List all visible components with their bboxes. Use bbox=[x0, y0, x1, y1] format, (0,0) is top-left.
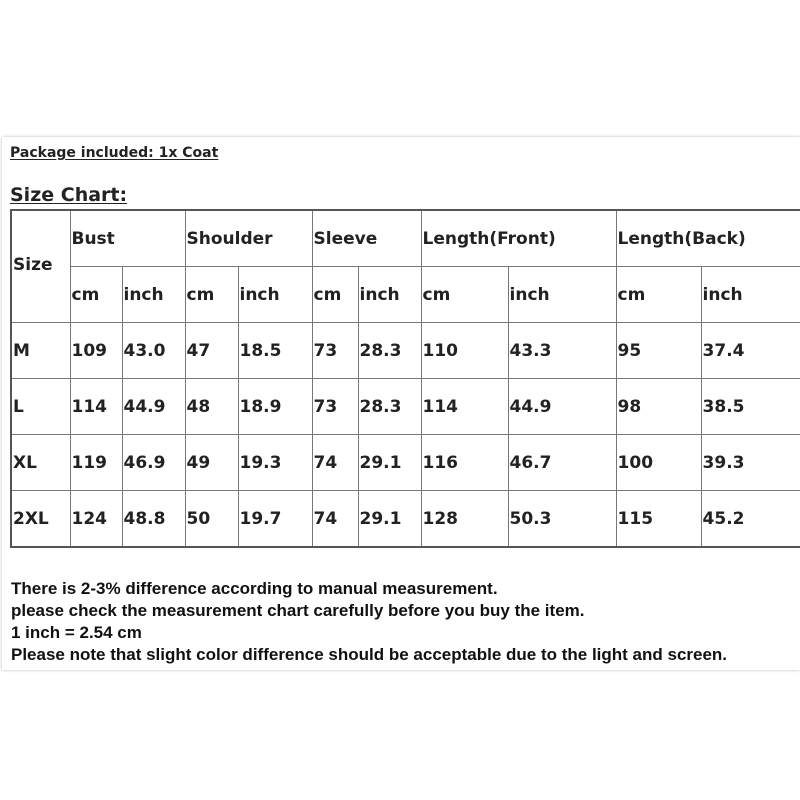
table-cell: 74 bbox=[312, 435, 358, 491]
table-cell: 28.3 bbox=[358, 379, 421, 435]
table-cell: 48 bbox=[185, 379, 238, 435]
table-cell: 18.9 bbox=[238, 379, 312, 435]
size-column-header: Size bbox=[11, 210, 70, 323]
table-cell: 29.1 bbox=[358, 491, 421, 548]
table-cell: 44.9 bbox=[508, 379, 616, 435]
table-cell: 50 bbox=[185, 491, 238, 548]
size-label-cell: 2XL bbox=[11, 491, 70, 548]
size-label-cell: M bbox=[11, 323, 70, 379]
table-cell: 38.5 bbox=[701, 379, 800, 435]
unit-cm-header: cm bbox=[70, 267, 122, 323]
size-label-cell: XL bbox=[11, 435, 70, 491]
size-chart-table bbox=[10, 209, 800, 548]
table-cell: 19.3 bbox=[238, 435, 312, 491]
table-cell: 109 bbox=[70, 323, 122, 379]
package-included-text: Package included: 1x Coat bbox=[10, 145, 219, 161]
table-cell: 45.2 bbox=[701, 491, 800, 548]
table-cell: 37.4 bbox=[701, 323, 800, 379]
table-cell: 114 bbox=[70, 379, 122, 435]
unit-cm-header: cm bbox=[185, 267, 238, 323]
size-chart-panel bbox=[2, 137, 800, 670]
length-back-header: Length(Back) bbox=[616, 210, 800, 267]
table-cell: 73 bbox=[312, 379, 358, 435]
shoulder-header: Shoulder bbox=[185, 210, 312, 267]
table-cell: 114 bbox=[421, 379, 508, 435]
unit-header-row bbox=[11, 267, 800, 323]
table-cell: 95 bbox=[616, 323, 701, 379]
unit-cm-header: cm bbox=[421, 267, 508, 323]
note-line: There is 2-3% difference according to manual measurement. bbox=[11, 579, 498, 598]
size-chart-title: Size Chart: bbox=[10, 184, 128, 206]
table-cell: 39.3 bbox=[701, 435, 800, 491]
table-cell: 128 bbox=[421, 491, 508, 548]
table-cell: 46.7 bbox=[508, 435, 616, 491]
measurement-header-row bbox=[11, 210, 800, 267]
unit-inch-header: inch bbox=[508, 267, 616, 323]
table-cell: 110 bbox=[421, 323, 508, 379]
table-cell: 74 bbox=[312, 491, 358, 548]
note-line: please check the measurement chart carefully before you buy the item. bbox=[11, 601, 585, 620]
note-line: Please note that slight color difference should be acceptable due to the light and screen. bbox=[11, 645, 728, 664]
table-cell: 100 bbox=[616, 435, 701, 491]
table-row bbox=[11, 435, 800, 491]
unit-inch-header: inch bbox=[701, 267, 800, 323]
table-cell: 47 bbox=[185, 323, 238, 379]
table-row bbox=[11, 379, 800, 435]
table-cell: 28.3 bbox=[358, 323, 421, 379]
unit-cm-header: cm bbox=[616, 267, 701, 323]
table-cell: 48.8 bbox=[122, 491, 185, 548]
table-cell: 43.0 bbox=[122, 323, 185, 379]
table-cell: 49 bbox=[185, 435, 238, 491]
table-row bbox=[11, 491, 800, 548]
bust-header: Bust bbox=[70, 210, 185, 267]
length-front-header: Length(Front) bbox=[421, 210, 616, 267]
table-cell: 43.3 bbox=[508, 323, 616, 379]
table-cell: 19.7 bbox=[238, 491, 312, 548]
size-label-cell: L bbox=[11, 379, 70, 435]
table-cell: 29.1 bbox=[358, 435, 421, 491]
table-cell: 46.9 bbox=[122, 435, 185, 491]
unit-inch-header: inch bbox=[358, 267, 421, 323]
table-cell: 18.5 bbox=[238, 323, 312, 379]
table-cell: 115 bbox=[616, 491, 701, 548]
table-cell: 50.3 bbox=[508, 491, 616, 548]
unit-cm-header: cm bbox=[312, 267, 358, 323]
table-row bbox=[11, 323, 800, 379]
unit-inch-header: inch bbox=[122, 267, 185, 323]
table-cell: 116 bbox=[421, 435, 508, 491]
measurement-notes bbox=[11, 578, 727, 666]
unit-inch-header: inch bbox=[238, 267, 312, 323]
table-cell: 73 bbox=[312, 323, 358, 379]
table-cell: 44.9 bbox=[122, 379, 185, 435]
table-cell: 124 bbox=[70, 491, 122, 548]
table-cell: 119 bbox=[70, 435, 122, 491]
table-cell: 98 bbox=[616, 379, 701, 435]
note-line: 1 inch = 2.54 cm bbox=[11, 623, 142, 642]
sleeve-header: Sleeve bbox=[312, 210, 421, 267]
